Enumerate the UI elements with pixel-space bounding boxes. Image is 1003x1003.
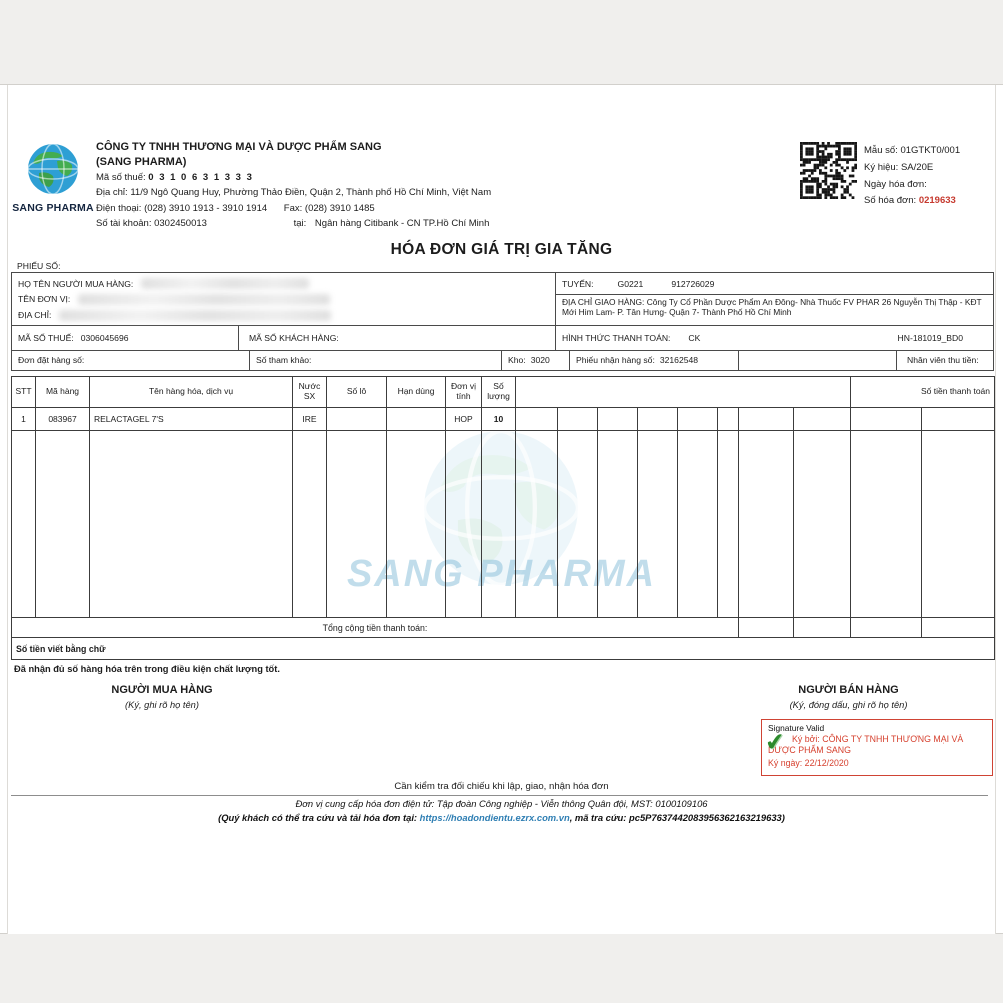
- col-header-expiry: Hạn dùng: [387, 377, 446, 408]
- seller-signature-subtitle: (Ký, đóng dấu, ghi rõ họ tên): [789, 700, 908, 710]
- invoice-number-line: Số hóa đơn: 0219633: [864, 195, 956, 207]
- col-header-empty: [516, 377, 851, 408]
- buyer-address-row: ĐỊA CHỈ:: [18, 308, 555, 323]
- signature-signed-by: Ký bởi: CÔNG TY TNHH THƯƠNG MẠI VÀ DƯỢC PHẨM SANG: [768, 734, 964, 756]
- route-number: 912726029: [671, 278, 715, 289]
- seller-signature-title: NGƯỜI BÁN HÀNG: [798, 684, 899, 696]
- buyer-left-section: [12, 273, 556, 350]
- redacted-buyer-name: [141, 278, 309, 289]
- payment-code: HN-181019_BD0: [897, 333, 963, 343]
- col-header-name: Tên hàng hóa, dịch vụ: [90, 377, 293, 408]
- items-table: [11, 376, 995, 660]
- col-header-country: Nước SX: [293, 377, 327, 408]
- seller-tax-line: Mã số thuế: 0 3 1 0 6 3 1 3 3 3: [96, 172, 254, 183]
- footer-divider: [11, 795, 988, 796]
- scan-margin-bottom: [0, 933, 1003, 1003]
- warehouse-cell: Kho: 3020: [502, 350, 570, 370]
- col-header-stt: STT: [12, 377, 36, 408]
- seller-logo: [12, 143, 94, 214]
- empty-grid-rows: [12, 431, 995, 618]
- invoice-serial-line: Ký hiệu: SA/20E: [864, 161, 934, 173]
- buyer-signature-block: [48, 684, 276, 710]
- buyer-unit-row: TÊN ĐƠN VỊ:: [18, 292, 555, 307]
- buyer-info-box: [11, 272, 994, 351]
- provider-note: Đơn vị cung cấp hóa đơn điện tử: Tập đoàn Công nghiệp - Viễn thông Quân đội, MST: 0100109106: [295, 798, 708, 809]
- item-unit: HOP: [446, 408, 482, 431]
- qr-code: [800, 142, 857, 199]
- invoice-form-line: Mẫu số: 01GTKT0/001: [864, 145, 961, 156]
- item-stt: 1: [12, 408, 36, 431]
- buyer-tax-cell: MÃ SỐ THUẾ: 0306045696: [12, 326, 239, 350]
- lookup-url-link[interactable]: https://hoadondientu.ezrx.com.vn: [419, 812, 570, 823]
- empty-cell: [739, 350, 897, 370]
- invoice-number: 0219633: [918, 195, 956, 207]
- signature-signed-date: Ký ngày: 22/12/2020: [768, 757, 849, 768]
- lookup-note: (Quý khách có thể tra cứu và tải hóa đơn tại: https://hoadondientu.ezrx.com.vn, mã tra cứu: pc5P7637442083956362163219633): [218, 812, 785, 823]
- buyer-tax-value: 0306045696: [80, 333, 129, 343]
- col-header-unit: Đơn vị tính: [446, 377, 482, 408]
- signature-valid-label: Signature Valid: [768, 723, 825, 733]
- seller-logo-text: SANG PHARMA: [12, 202, 94, 214]
- buyer-signature-title: NGƯỜI MUA HÀNG: [111, 684, 213, 696]
- digital-signature-box: [761, 719, 993, 776]
- globe-logo-icon: [27, 143, 79, 195]
- phieu-so-label: PHIẾU SỐ:: [17, 261, 61, 271]
- seller-phone-line: Điện thoại: (028) 3910 1913 - 3910 1914 Fax: (028) 3910 1485: [96, 202, 375, 214]
- col-header-qty: Số lượng: [482, 377, 516, 408]
- seller-info: [96, 140, 696, 231]
- col-header-lot: Số lô: [327, 377, 387, 408]
- col-header-code: Mã hàng: [36, 377, 90, 408]
- seller-name-line2: (SANG PHARMA): [96, 156, 187, 168]
- buyer-right-section: [556, 273, 993, 350]
- amount-in-words-row: [12, 638, 995, 660]
- ref-cell: Số tham khảo:: [250, 350, 502, 370]
- payment-row: HÌNH THỨC THANH TOÁN: CK HN-181019_BD0: [556, 325, 993, 350]
- item-country: IRE: [293, 408, 327, 431]
- item-code: 083967: [36, 408, 90, 431]
- watermark-text: SANG PHARMA: [346, 553, 657, 595]
- total-label: Tổng cộng tiền thanh toán:: [12, 618, 739, 638]
- item-qty: 10: [482, 408, 516, 431]
- invoice-date-line: Ngày hóa đơn:: [864, 178, 927, 190]
- items-header-row: [12, 377, 995, 408]
- buyer-signature-subtitle: (Ký, ghi rõ họ tên): [125, 700, 199, 710]
- item-expiry: [387, 408, 446, 431]
- item-lot: [327, 408, 387, 431]
- cashier-cell: Nhân viên thu tiền:: [907, 355, 979, 365]
- po-cell: Đơn đặt hàng số:: [12, 350, 250, 370]
- col-header-amount: Số tiền thanh toán: [851, 377, 995, 408]
- item-name: RELACTAGEL 7'S: [90, 408, 293, 431]
- item-row: [12, 408, 995, 431]
- check-note: Cần kiểm tra đối chiếu khi lập, giao, nhận hóa đơn: [394, 781, 609, 792]
- invoice-meta: [864, 143, 994, 210]
- seller-address-line: Địa chỉ: 11/9 Ngô Quang Huy, Phường Thảo Điền, Quận 2, Thành phố Hồ Chí Minh, Việt Nam: [96, 187, 492, 199]
- order-reference-row: [11, 350, 994, 371]
- received-note: Đã nhận đủ số hàng hóa trên trong điều kiện chất lượng tốt.: [14, 664, 280, 674]
- receipt-cell: Phiếu nhận hàng số: 32162548: [570, 350, 739, 370]
- seller-account-line: Số tài khoản: 0302450013 tại: Ngân hàng Citibank - CN TP.Hồ Chí Minh: [96, 217, 490, 229]
- invoice-title: HÓA ĐƠN GIÁ TRỊ GIA TĂNG: [390, 241, 613, 258]
- total-row: [12, 618, 995, 638]
- amount-in-words-label: Số tiền viết bằng chữ: [12, 638, 995, 660]
- seller-signature-block: [741, 684, 956, 710]
- redacted-buyer-unit: [78, 294, 330, 305]
- route-value: G0221: [617, 278, 644, 289]
- seller-tax-code: 0 3 1 0 6 3 1 3 3 3: [148, 172, 254, 183]
- payment-method: CK: [688, 333, 701, 343]
- seller-name-line1: CÔNG TY TNHH THƯƠNG MẠI VÀ DƯỢC PHẨM SANG: [96, 141, 382, 153]
- redacted-buyer-address: [59, 310, 331, 321]
- delivery-address: ĐỊA CHỈ GIAO HÀNG: Công Ty Cổ Phần Dược Phẩm An Đông- Nhà Thuốc FV PHAR 26 Nguyễn Thị Thập - KĐT Mới Him Lam- P. Tân Hưng- Quận 7- Thành Phố Hồ Chí Minh: [562, 297, 982, 318]
- buyer-name-row: HỌ TÊN NGƯỜI MUA HÀNG:: [18, 276, 555, 291]
- buyer-customer-code-cell: MÃ SỐ KHÁCH HÀNG:: [249, 333, 339, 343]
- signature-check-icon: ✔: [763, 728, 787, 757]
- route-row: TUYẾN: G0221 912726029: [556, 273, 993, 295]
- scan-margin-top: [0, 0, 1003, 85]
- invoice-document: [7, 85, 996, 934]
